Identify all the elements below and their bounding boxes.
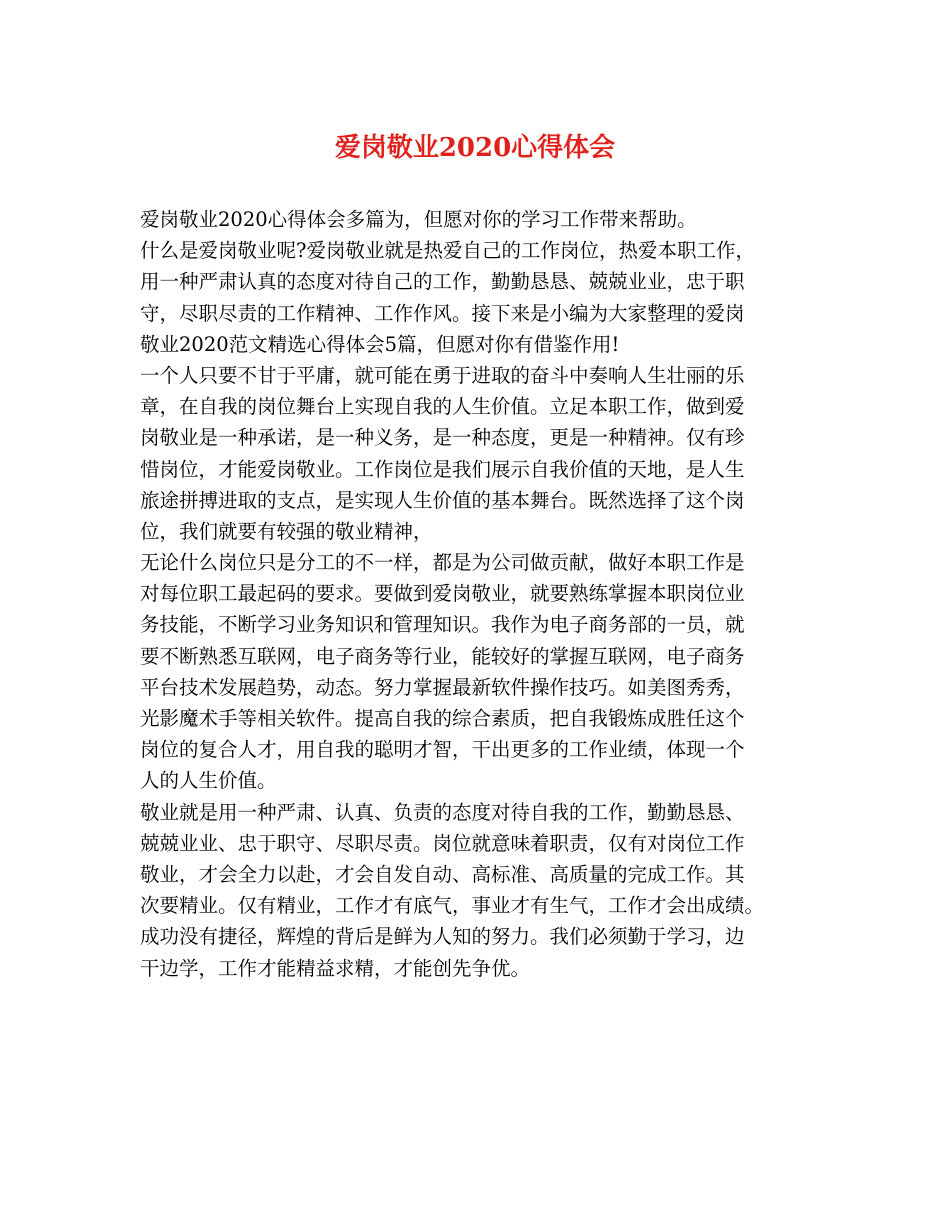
text-line: 章，在自我的岗位舞台上实现自我的人生价值。立足本职工作，做到爱 [140,395,745,419]
text-line: 敬业就是用一种严肃、认真、负责的态度对待自我的工作，勤勤恳恳、 [140,800,745,824]
text-line: 干边学，工作才能精益求精，才能创先争优。 [140,956,531,980]
text-line: 无论什么岗位只是分工的不一样，都是为公司做贡献，做好本职工作是 [140,551,745,575]
text-line: 一个人只要不甘于平庸，就可能在勇于进取的奋斗中奏响人生壮丽的乐 [140,363,745,387]
text-line: 爱岗敬业2020心得体会多篇为，但愿对你的学习工作带来帮助。 [140,208,697,231]
page-title: 爱岗敬业2020心得体会 [334,133,616,163]
text-line: 什么是爱岗敬业呢?爱岗敬业就是热爱自己的工作岗位，热爱本职工作， [140,239,755,263]
text-line: 岗敬业是一种承诺，是一种义务，是一种态度，更是一种精神。仅有珍 [140,426,745,450]
text-line: 敬业，才会全力以赴，才会自发自动、高标准、高质量的完成工作。其 [140,862,745,886]
text-line: 次要精业。仅有精业，工作才有底气，事业才有生气，工作才会出成绩。 [140,894,765,918]
text-line: 兢兢业业、忠于职守、尽职尽责。岗位就意味着职责，仅有对岗位工作 [140,831,745,855]
text-line: 岗位的复合人才，用自我的聪明才智，干出更多的工作业绩，体现一个 [140,738,745,762]
text-line: 成功没有捷径，辉煌的背后是鲜为人知的努力。我们必须勤于学习，边 [140,925,745,949]
text-line: 平台技术发展趋势，动态。努力掌握最新软件操作技巧。如美图秀秀， [140,675,745,699]
paragraph-definition [140,235,830,360]
text-line: 光影魔术手等相关软件。提高自我的综合素质，把自我锻炼成胜任这个 [140,707,745,730]
document-body [140,204,830,984]
paragraph-skills [140,547,830,797]
text-line: 惜岗位，才能爱岗敬业。工作岗位是我们展示自我价值的天地，是人生 [140,457,745,481]
text-line: 务技能，不断学习业务知识和管理知识。我作为电子商务部的一员，就 [140,613,745,637]
text-line: 守，尽职尽责的工作精神、工作作风。接下来是小编为大家整理的爱岗 [140,301,745,325]
paragraph-dedication [140,797,830,984]
paragraph-intro [140,204,830,235]
text-line: 旅途拼搏进取的支点，是实现人生价值的基本舞台。既然选择了这个岗 [140,488,745,512]
text-line: 人的人生价值。 [140,769,277,793]
text-line: 位，我们就要有较强的敬业精神， [140,519,433,543]
text-line: 要不断熟悉互联网，电子商务等行业，能较好的掌握互联网，电子商务 [140,644,745,668]
text-line: 对每位职工最起码的要求。要做到爱岗敬业，就要熟练掌握本职岗位业 [140,582,745,606]
text-line: 用一种严肃认真的态度对待自己的工作，勤勤恳恳、兢兢业业，忠于职 [140,270,745,294]
text-line: 敬业2020范文精选心得体会5篇，但愿对你有借鉴作用! [140,332,620,356]
paragraph-value [140,360,830,547]
